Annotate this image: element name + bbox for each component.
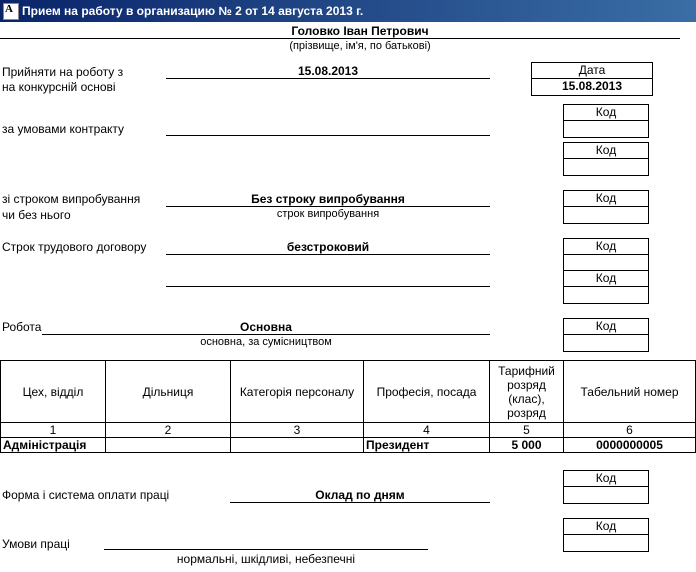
name-underline [0, 38, 680, 39]
header-department: Цех, відділ [1, 361, 106, 423]
conditions-label: Умови праці [2, 537, 70, 551]
code-value[interactable] [564, 487, 648, 502]
contract-underline [166, 135, 490, 136]
code-label: Код [564, 143, 648, 159]
code-value[interactable] [564, 255, 648, 270]
col-number: 4 [364, 423, 490, 438]
header-section: Дільниця [106, 361, 231, 423]
probation-code-box [563, 190, 649, 224]
code-value[interactable] [564, 159, 648, 174]
hire-label-2: на конкурсній основі [2, 80, 116, 94]
code-label: Код [564, 319, 648, 335]
table-row [1, 438, 696, 453]
cell-position[interactable]: Президент [364, 438, 490, 453]
code-label: Код [564, 239, 648, 255]
term-value[interactable]: безстроковий [286, 240, 370, 254]
code-label: Код [564, 271, 648, 287]
work-code-box [563, 318, 649, 352]
conditions-caption: нормальні, шкідливі, небезпечні [176, 552, 356, 566]
document-icon: A [3, 3, 19, 20]
contract-label: за умовами контракту [2, 122, 125, 136]
code-value[interactable] [564, 335, 648, 350]
hire-date-box [531, 62, 653, 96]
work-label: Робота [2, 320, 42, 334]
probation-label-2: чи без нього [2, 208, 71, 222]
code-label: Код [564, 519, 648, 535]
code-value[interactable] [564, 535, 648, 550]
probation-caption: строк випробування [276, 208, 380, 220]
assignment-table [0, 360, 696, 453]
code-label: Код [564, 105, 648, 121]
cell-personnel-number[interactable]: 0000000005 [564, 438, 696, 453]
col-number: 3 [231, 423, 364, 438]
work-caption: основна, за сумісництвом [200, 336, 332, 348]
window-titlebar[interactable] [0, 0, 696, 22]
col-number: 1 [1, 423, 106, 438]
probation-value[interactable]: Без строку випробування [251, 192, 405, 206]
employee-name: Головко Іван Петрович [291, 24, 429, 38]
header-tariff: Тарифний розряд (клас), розряд [490, 361, 564, 423]
code-label: Код [564, 471, 648, 487]
conditions-code-box [563, 518, 649, 552]
table-number-row [1, 423, 696, 438]
contract-code-box-2 [563, 142, 649, 176]
col-number: 2 [106, 423, 231, 438]
name-caption: (прізвище, ім'я, по батькові) [289, 40, 431, 52]
window-title: Прием на работу в организацию № 2 от 14 августа 2013 г. [22, 4, 364, 18]
work-value[interactable]: Основна [240, 320, 292, 334]
conditions-underline[interactable] [104, 549, 428, 550]
probation-underline [166, 206, 490, 207]
term-underline-2 [166, 286, 490, 287]
contract-code-box-1 [563, 104, 649, 138]
work-underline [42, 334, 490, 335]
term-label: Строк трудового договору [2, 240, 147, 254]
col-number: 5 [490, 423, 564, 438]
header-position: Професія, посада [364, 361, 490, 423]
term-code-box-2 [563, 270, 649, 304]
cell-section[interactable] [106, 438, 231, 453]
cell-category[interactable] [231, 438, 364, 453]
cell-tariff[interactable]: 5 000 [490, 438, 564, 453]
date-box-header: Дата [532, 63, 652, 79]
code-label: Код [564, 191, 648, 207]
hire-label-1: Прийняти на роботу з [2, 65, 124, 79]
table-header-row [1, 361, 696, 423]
pay-value[interactable]: Оклад по дням [315, 488, 405, 502]
pay-underline [230, 502, 490, 503]
cell-department[interactable]: Адміністрація [1, 438, 106, 453]
term-underline-1 [166, 254, 490, 255]
probation-label-1: зі строком випробування [2, 192, 141, 206]
code-value[interactable] [564, 121, 648, 136]
pay-label: Форма і система оплати праці [2, 488, 170, 502]
code-value[interactable] [564, 207, 648, 222]
term-code-box-1 [563, 238, 649, 272]
header-personnel-number: Табельний номер [564, 361, 696, 423]
hire-date-value[interactable]: 15.08.2013 [297, 64, 359, 78]
code-value[interactable] [564, 287, 648, 302]
date-box-value[interactable]: 15.08.2013 [561, 79, 623, 93]
col-number: 6 [564, 423, 696, 438]
header-category: Категорія персоналу [231, 361, 364, 423]
hire-date-underline [166, 78, 490, 79]
pay-code-box [563, 470, 649, 504]
